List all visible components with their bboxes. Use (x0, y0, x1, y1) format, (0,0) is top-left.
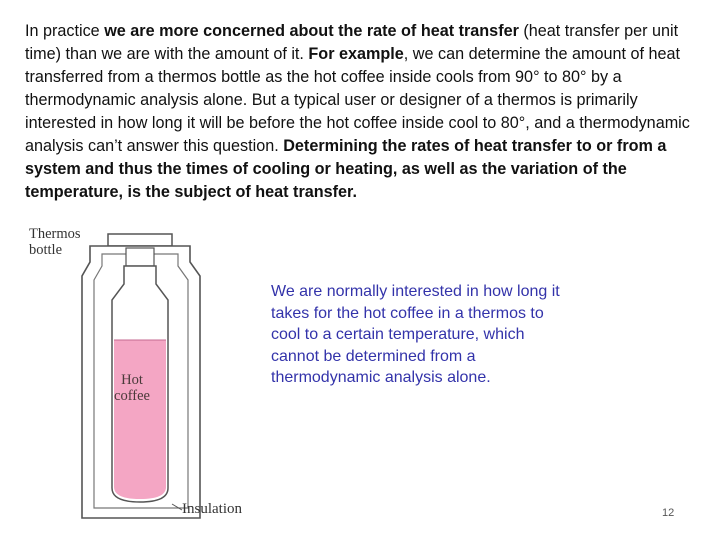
insulation-label: Insulation (182, 501, 242, 517)
note-text: We are normally interested in how long it takes for the hot coffee in a thermos to cool to a certain temperature, which cannot be determined from a thermodynamic analysis alone. (271, 283, 560, 387)
paragraph-seg-5: , we can determine the amount of heat transferred from a thermos bottle as the hot coffee inside cools from 90° to 80° by a thermodynamic analysis alone. But a typical user or designer of a thermos is primarily interested in how long it will be before the hot coffee inside cool to 80°, and a thermodynamic analysis can’t answer this question. (25, 45, 690, 155)
page-number: 12 (662, 507, 675, 519)
paragraph-seg-3: (heat transfer per unit time) than we are with the amount of it. (25, 22, 679, 63)
paragraph-seg-4-bold: For example (308, 45, 404, 63)
paragraph-seg-2-bold: we are more concerned about the rate of heat transfer (104, 22, 519, 40)
thermos-cap (108, 234, 172, 246)
main-paragraph (25, 20, 697, 204)
hot-coffee-label: Hot coffee (114, 372, 150, 404)
hot-coffee-liquid (114, 340, 166, 499)
thermos-figure (22, 220, 262, 525)
thermos-stopper (126, 248, 154, 266)
paragraph-seg-1: In practice (25, 22, 105, 40)
paragraph-seg-6-bold: Determining the rates of heat transfer to or from a system and thus the times of cooling or heating, as well as the variation of the temperature, is the subject of heat transfer. (25, 137, 667, 201)
thermos-bottle-label: Thermos bottle (29, 226, 81, 258)
